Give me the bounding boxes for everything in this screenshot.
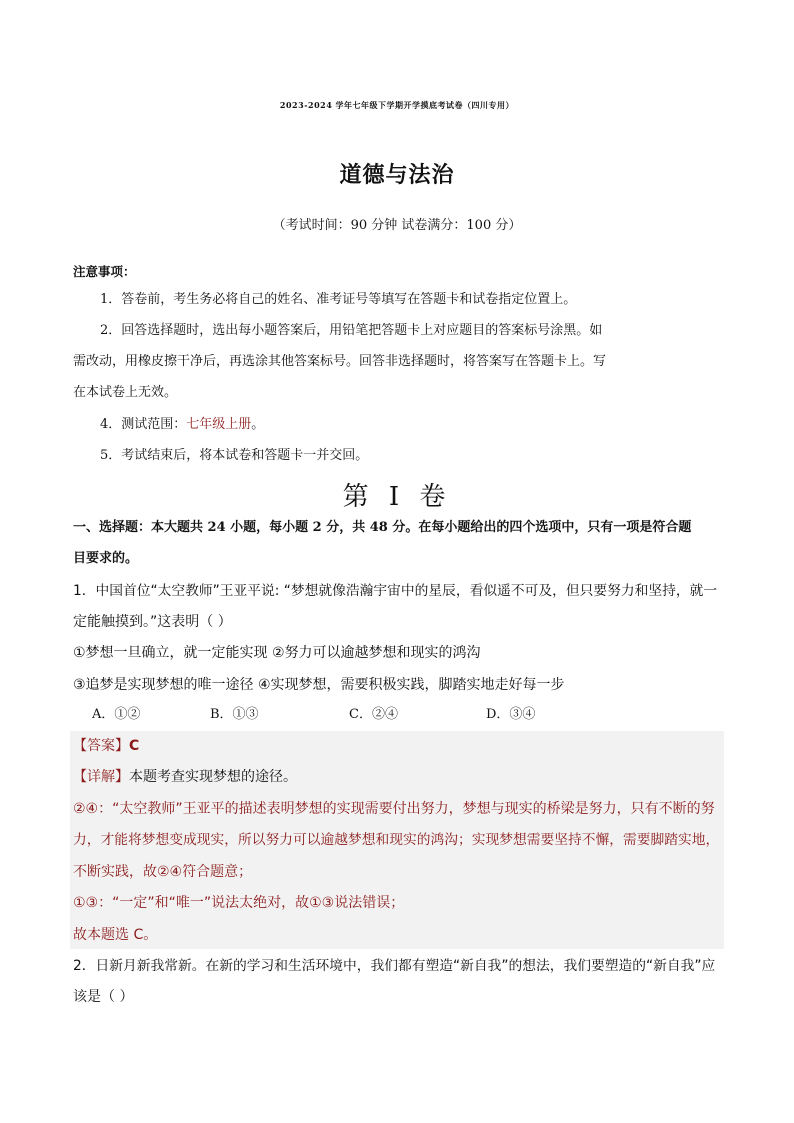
q1-analysis-line-2: 力，才能将梦想变成现实，所以努力可以逾越梦想和现实的鸿沟；实现梦想需要坚持不懈，需要脚踏实地， — [73, 832, 720, 848]
q1-conclusion: 故本题选 C。 — [73, 927, 158, 943]
q1-detail — [73, 767, 297, 787]
notice-item-4-label: 4．测试范围： — [100, 417, 187, 432]
q1-analysis-line-4: ①③：“一定”和“唯一”说法太绝对，故①③说法错误； — [73, 895, 405, 911]
q1-detail-tag: 【详解】 — [73, 769, 129, 785]
notice-item-4 — [100, 416, 264, 434]
notice-item-2-end: 在本试卷上无效。 — [73, 385, 178, 400]
exam-title: 2023-2024 学年七年级下学期开学摸底考试卷（四川专用） — [279, 100, 515, 110]
q1-answer-value: C — [129, 738, 140, 754]
q1-detail-intro: 本题考查实现梦想的途径。 — [129, 769, 297, 785]
notice-item-5: 5．考试结束后，将本试卷和答题卡一并交回。 — [100, 448, 369, 463]
notice-item-1: 1．答卷前，考生务必将自己的姓名、准考证号等填写在答题卡和试卷指定位置上。 — [100, 292, 577, 307]
q1-option-c: C．②④ — [349, 707, 398, 722]
q1-option-b: B．①③ — [210, 707, 259, 722]
notice-item-2: 2．回答选择题时，选出每小题答案后，用铅笔把答题卡上对应题目的答案标号涂黑。如 — [100, 323, 603, 338]
volume-heading: 第 I 卷 — [342, 482, 452, 512]
notice-scope-end: 。 — [251, 417, 265, 432]
exam-info: （考试时间：90 分钟 试卷满分：100 分） — [272, 218, 522, 233]
section-instruction-line-2: 目要求的。 — [73, 551, 139, 566]
notice-scope-value: 七年级上册 — [186, 417, 252, 432]
q1-stem-line-2: 定能触摸到。”这表明（ ） — [73, 614, 232, 630]
notice-item-2-cont: 需改动，用橡皮擦干净后，再选涂其他答案标号。回答非选择题时，将答案写在答题卡上。写 — [73, 354, 607, 369]
section-instruction-line-1: 一、选择题：本大题共 24 小题，每小题 2 分，共 48 分。在每小题给出的四个选项中，只有一项是符合题 — [73, 520, 692, 535]
q1-option-d: D．③④ — [486, 707, 536, 722]
q2-stem-line-2: 该是（ ） — [73, 989, 134, 1005]
q1-analysis-line-1: ②④：“太空教师”王亚平的描述表明梦想的实现需要付出努力，梦想与现实的桥梁是努力，只有不断的努 — [73, 801, 715, 817]
q1-statements-line-1: ①梦想一旦确立，就一定能实现 ②努力可以逾越梦想和现实的鸿沟 — [73, 645, 481, 661]
q1-statements-line-2: ③追梦是实现梦想的唯一途径 ④实现梦想，需要积极实践，脚踏实地走好每一步 — [73, 677, 565, 693]
q1-answer — [73, 736, 139, 756]
q1-option-a: A．①② — [92, 707, 141, 722]
q1-answer-tag: 【答案】 — [73, 738, 129, 754]
q1-stem-line-1: 1．中国首位“太空教师”王亚平说: “梦想就像浩瀚宇宙中的星辰，看似遥不可及，但只要努力和坚持，就一 — [73, 583, 718, 599]
subject-title: 道德与法治 — [339, 162, 455, 188]
q2-stem-line-1: 2．日新月新我常新。在新的学习和生活环境中，我们都有塑造“新自我”的想法，我们要塑造的“新自我”应 — [73, 958, 716, 974]
notice-heading: 注意事项： — [73, 264, 136, 279]
q1-analysis-line-3: 不断实践，故②④符合题意； — [73, 864, 253, 880]
